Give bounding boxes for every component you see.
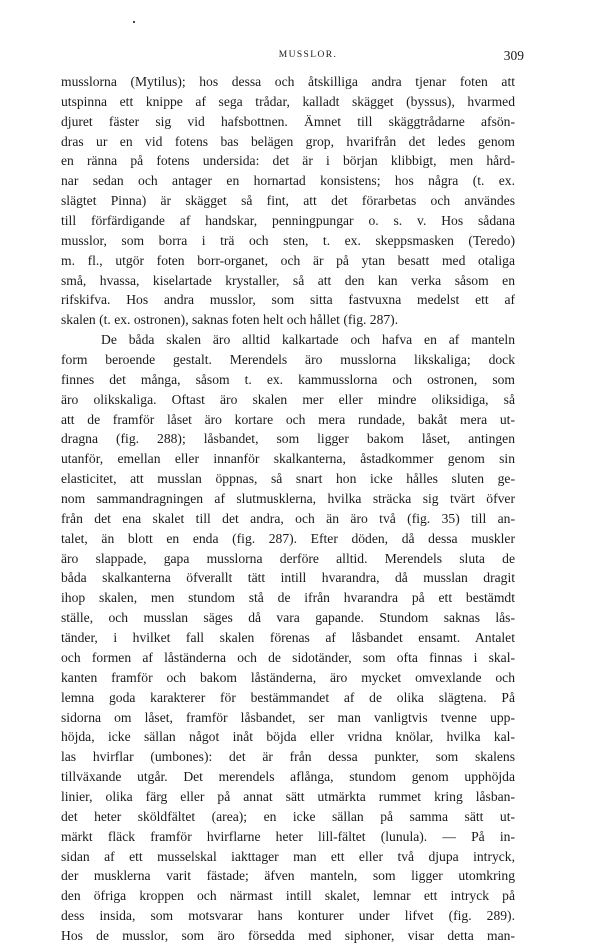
text-line: små, hvassa, kiselartade krystaller, så att den kan verka såsom en	[61, 272, 515, 288]
text-line: linier, olika färg eller på annat sätt utmärkta rummet kring låsban-	[61, 788, 515, 804]
scan-speck	[133, 21, 135, 23]
text-line: till förfärdigande af handskar, penningpungar o. s. v. Hos sådana	[61, 213, 515, 229]
text-line: skalen (t. ex. ostronen), saknas foten helt och hållet (fig. 287).	[61, 312, 399, 328]
text-line: sidan af ett musselskal iakttager man ett eller två djupa intryck,	[61, 848, 515, 864]
text-line: dess insida, som motsvarar hans konturer under lifvet (fig. 289).	[61, 908, 515, 924]
text-line: m. fl., utgör foten borr-organet, och är på ytan besatt med otaliga	[61, 252, 515, 268]
text-line: talet, än blott en enda (fig. 287). Efter döden, då dessa muskler	[61, 530, 515, 546]
text-line: form beroende gestalt. Merendels äro musslorna likskaliga; dock	[61, 352, 515, 368]
text-line: las hvirflar (umbones): det är från dessa punkter, som skalens	[61, 749, 515, 765]
text-line: äro slappade, gapa musslorna derföre alltid. Merendels sluta de	[61, 550, 515, 566]
text-line: märkt fläck framför hvirflarne heter lill-fältet (lunula). — På in-	[61, 828, 515, 844]
text-line: musslor, som borra i trä och sten, t. ex. skeppsmasken (Teredo)	[61, 232, 515, 248]
text-line: musslorna (Mytilus); hos dessa och åtskilliga andra tjenar foten att	[61, 74, 515, 89]
text-line: höjda, icke sällan något inåt böjda eller vridna knölar, hvilka kal-	[61, 729, 515, 745]
text-line: der musklerna varit fästade; äfven manteln, som ligger utomkring	[61, 868, 515, 884]
text-line: båda skalkanterna öfverallt tätt intill hvarandra, då musslan dragit	[61, 570, 515, 586]
text-line: utanför, emellan eller innanför skalkanterna, åstadkommer genom sin	[61, 451, 515, 467]
text-line: lemna goda karakterer för bestämmandet af de olika slägtena. På	[61, 689, 515, 705]
text-line: finnes det många, såsom t. ex. kammusslorna och ostronen, som	[61, 371, 515, 387]
text-line: dras ur en vid fotens bas belägen grop, hvarifrån det ledes genom	[61, 133, 515, 149]
text-line: att de framför låset äro kortare och mera rundade, bakåt mera ut-	[61, 411, 515, 427]
text-line: De båda skalen äro alltid kalkartade och hafva en af manteln	[101, 332, 515, 348]
text-line: äro olikskaliga. Oftast äro skalen mer eller mindre oliksidiga, så	[61, 391, 515, 407]
text-line: nom sammandragningen af slutmusklerna, hvilka sträcka sig tvärt öfver	[61, 491, 515, 507]
text-line: sidorna om låset, framför låsbandet, ser man vanligtvis tvenne upp-	[61, 709, 515, 725]
text-line: tillväxande utgår. Det merendels aflånga, stundom genom upphöjda	[61, 769, 515, 785]
text-line: elasticitet, att musslan öppnas, så snart hon icke hålles sluten ge-	[61, 471, 515, 487]
text-line: djuret fäster sig vid hafsbottnen. Ämnet till skäggtrådarne afsön-	[61, 113, 515, 129]
text-line: ihop skalen, men stundom stå de ifrån hvarandra på ett bestämdt	[61, 590, 515, 606]
text-line: slägtet Pinna) är skägget så fint, att det förarbetas och användes	[61, 193, 515, 209]
text-line: dragna (fig. 288); låsbandet, som ligger bakom låset, antingen	[61, 431, 515, 447]
text-line: det heter sköldfältet (area); en icke sällan på samma sätt ut-	[61, 808, 515, 824]
text-line: nar sedan och antager en hornartad konsistens; hos några (t. ex.	[61, 173, 515, 189]
text-line: en ränna på fotens undersida: det är i början klibbigt, men hård-	[61, 153, 515, 169]
text-line: rifskifva. Hos andra musslor, som sitta fastvuxna medelst ett af	[61, 292, 515, 308]
text-line: och formen af låständerna och de sidotänder, som ofta finnas i skal-	[61, 649, 515, 665]
text-line: tänder, i hvilket fall skalen förenas af låsbandet ensamt. Antalet	[61, 630, 515, 646]
page-number: 309	[503, 48, 524, 63]
text-line: ställe, och musslan säges då vara gapande. Stundom saknas lås-	[61, 610, 515, 626]
running-head: MUSSLOR.	[278, 50, 338, 60]
text-line: utspinna ett knippe af sega trådar, kalladt skägget (byssus), hvarmed	[61, 93, 515, 109]
text-line: från det ena skalet till det andra, och än äro två (fig. 35) till an-	[61, 510, 515, 526]
text-line: den öfriga kroppen och närmast intill skalet, lemnar ett intryck på	[61, 888, 515, 904]
text-line: Hos de musslor, som äro försedda med siphoner, visar detta man-	[61, 927, 515, 943]
text-line: kanten framför och bakom låständerna, äro mycket omvexlande och	[61, 669, 515, 685]
